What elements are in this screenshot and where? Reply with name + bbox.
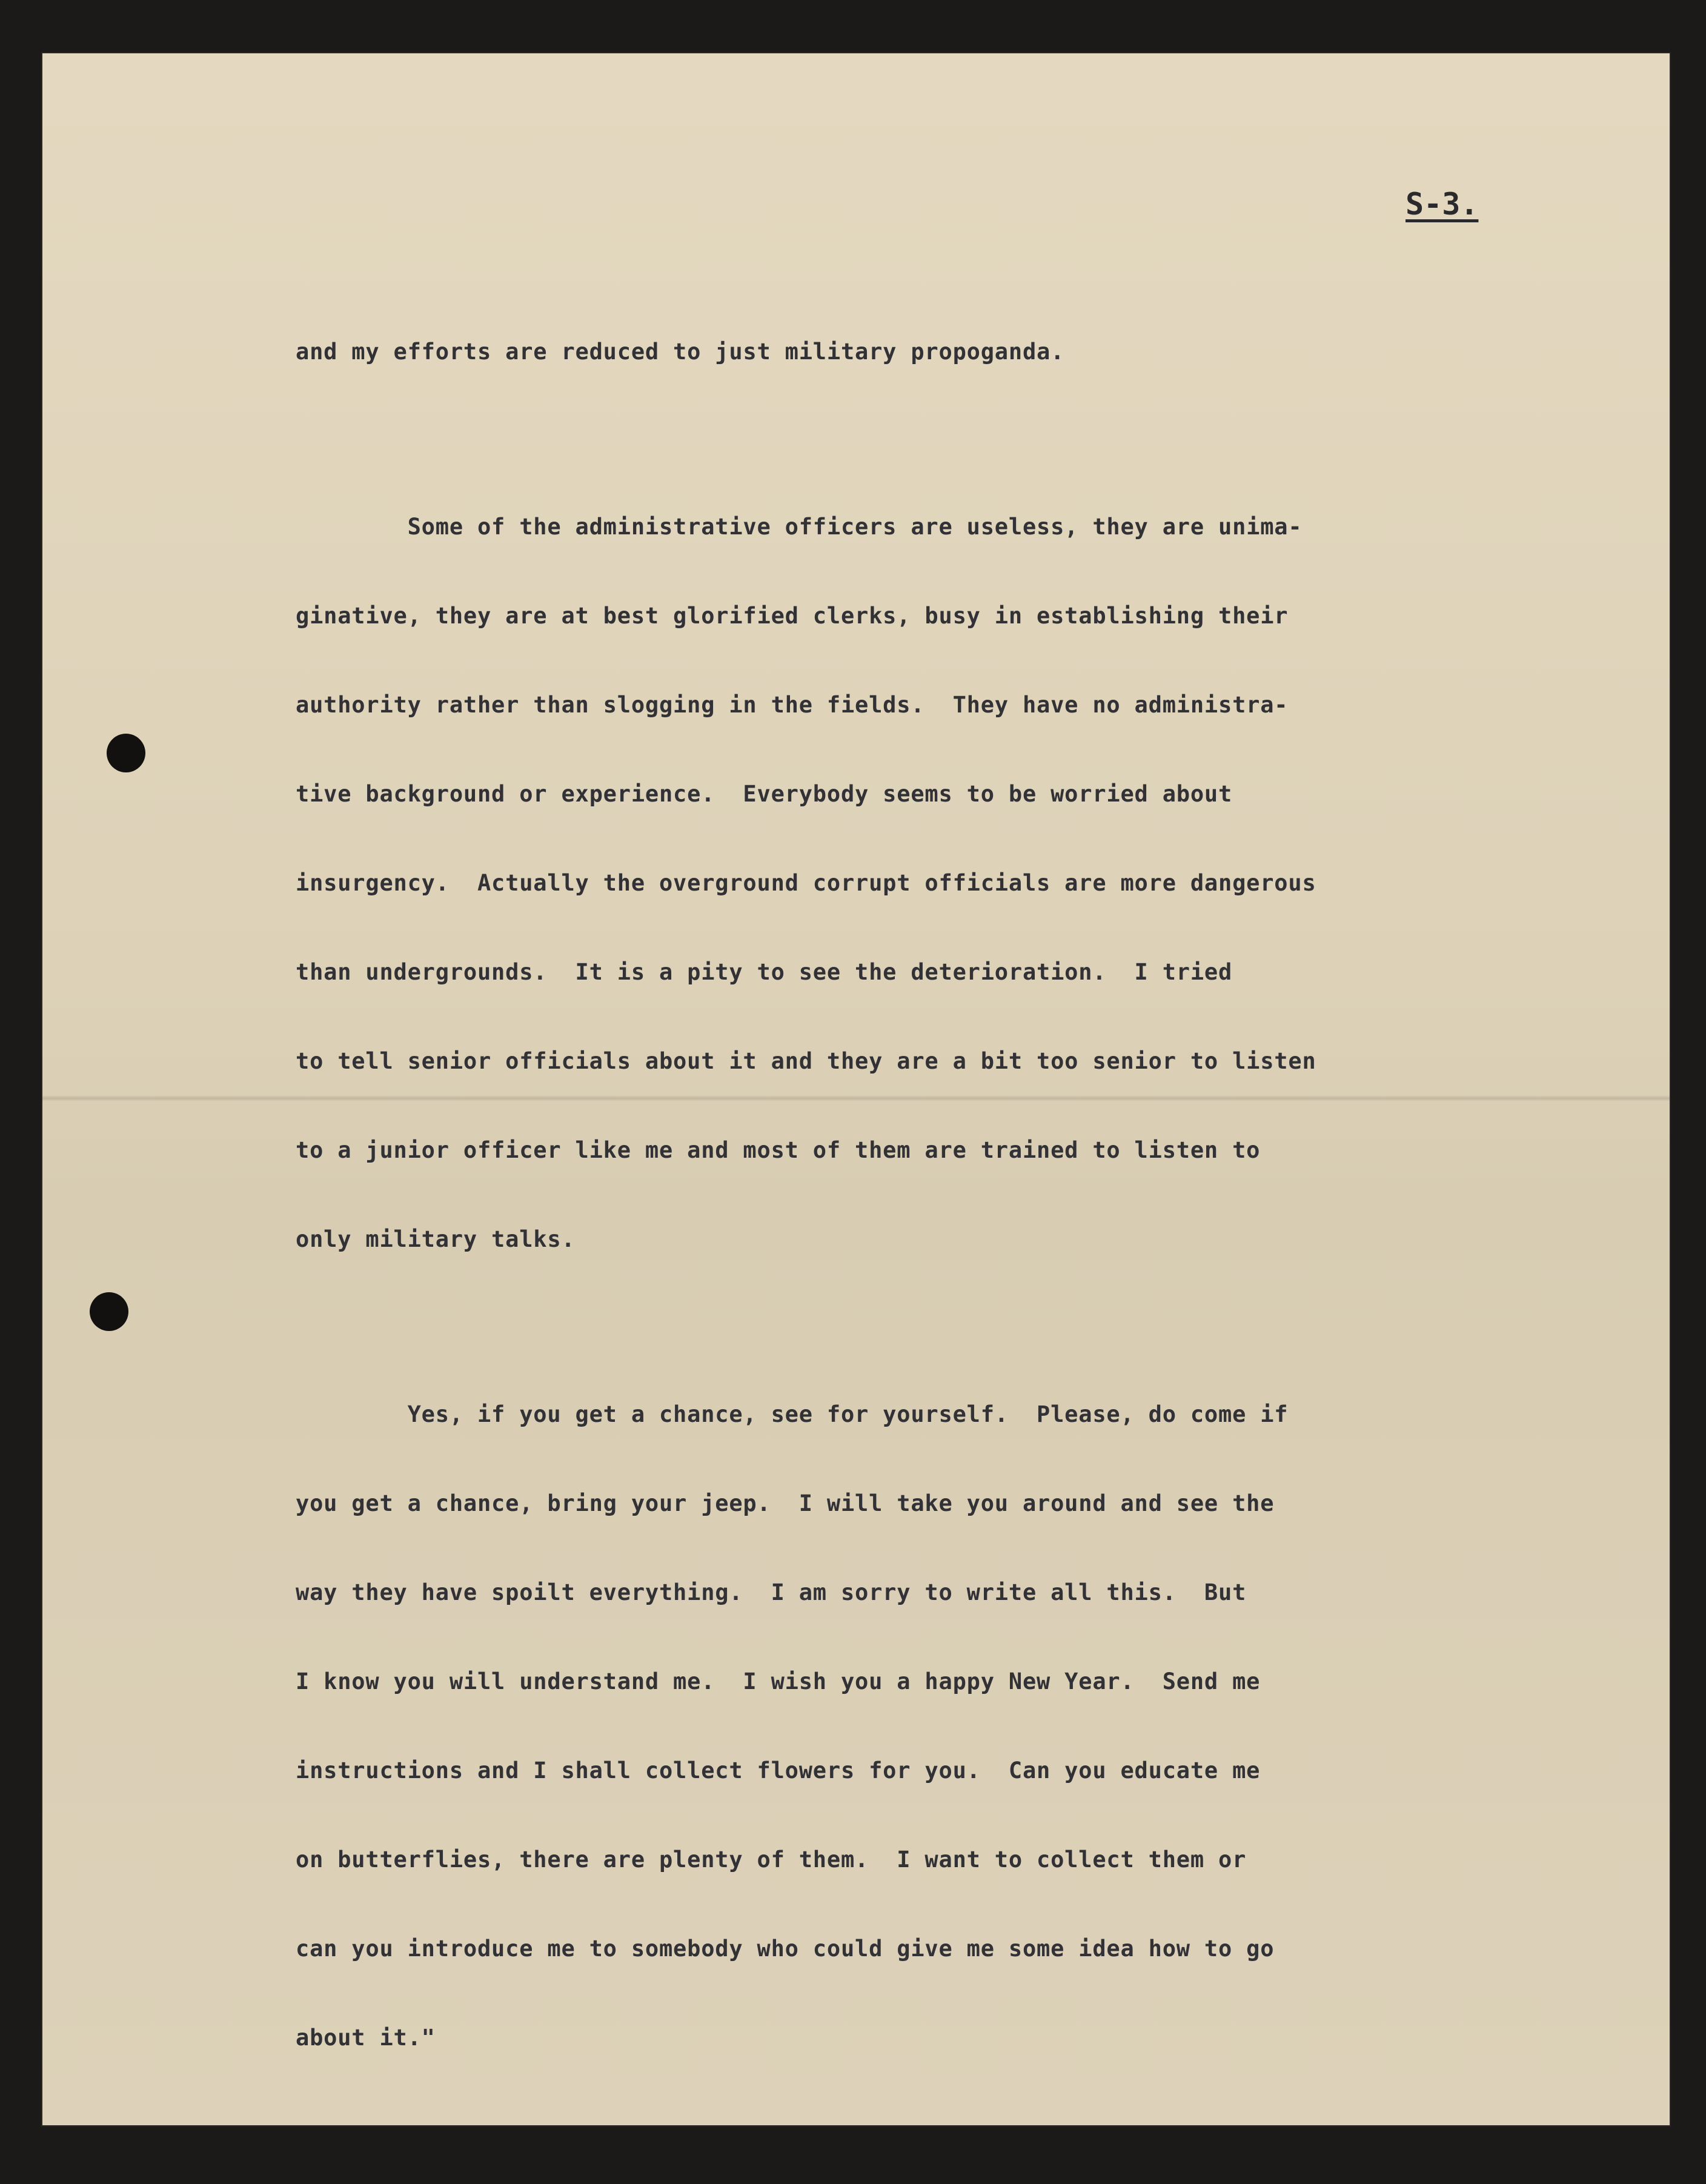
text-line: can you introduce me to somebody who could give me some idea how to go — [296, 1936, 1275, 1962]
paragraph-3 — [296, 1340, 1653, 2112]
text-line: authority rather than slogging in the fields. They have no administra- — [296, 692, 1289, 718]
text-line: instructions and I shall collect flowers for you. Can you educate me — [296, 1757, 1261, 1784]
text-line: and my efforts are reduced to just military propoganda. — [296, 339, 1065, 365]
text-line: only military talks. — [296, 1226, 576, 1252]
text-line: insurgency. Actually the overground corrupt officials are more dangerous — [296, 870, 1316, 896]
text-line: on butterflies, there are plenty of them. I want to collect them or — [296, 1847, 1247, 1873]
letter-body — [296, 277, 1653, 2112]
text-line: you get a chance, bring your jeep. I will take you around and see the — [296, 1490, 1275, 1516]
page-number: S-3. — [1406, 187, 1479, 222]
punch-hole-upper — [107, 734, 145, 772]
paragraph-1 — [296, 277, 1653, 426]
text-line: I know you will understand me. I wish you a happy New Year. Send me — [296, 1668, 1261, 1694]
text-line: Yes, if you get a chance, see for yourself. Please, do come if — [296, 1401, 1289, 1427]
text-line: to tell senior officials about it and they are a bit too senior to listen — [296, 1048, 1316, 1074]
paragraph-2 — [296, 453, 1653, 1313]
text-line: ginative, they are at best glorified clerks, busy in establishing their — [296, 603, 1289, 629]
text-line: about it." — [296, 2025, 436, 2051]
text-line: to a junior officer like me and most of them are trained to listen to — [296, 1137, 1261, 1163]
punch-hole-lower — [90, 1292, 128, 1331]
text-line: Some of the administrative officers are useless, they are unima- — [296, 514, 1303, 540]
text-line: way they have spoilt everything. I am sorry to write all this. But — [296, 1579, 1247, 1605]
text-line: tive background or experience. Everybody seems to be worried about — [296, 781, 1233, 807]
text-line: than undergrounds. It is a pity to see the deterioration. I tried — [296, 959, 1233, 985]
